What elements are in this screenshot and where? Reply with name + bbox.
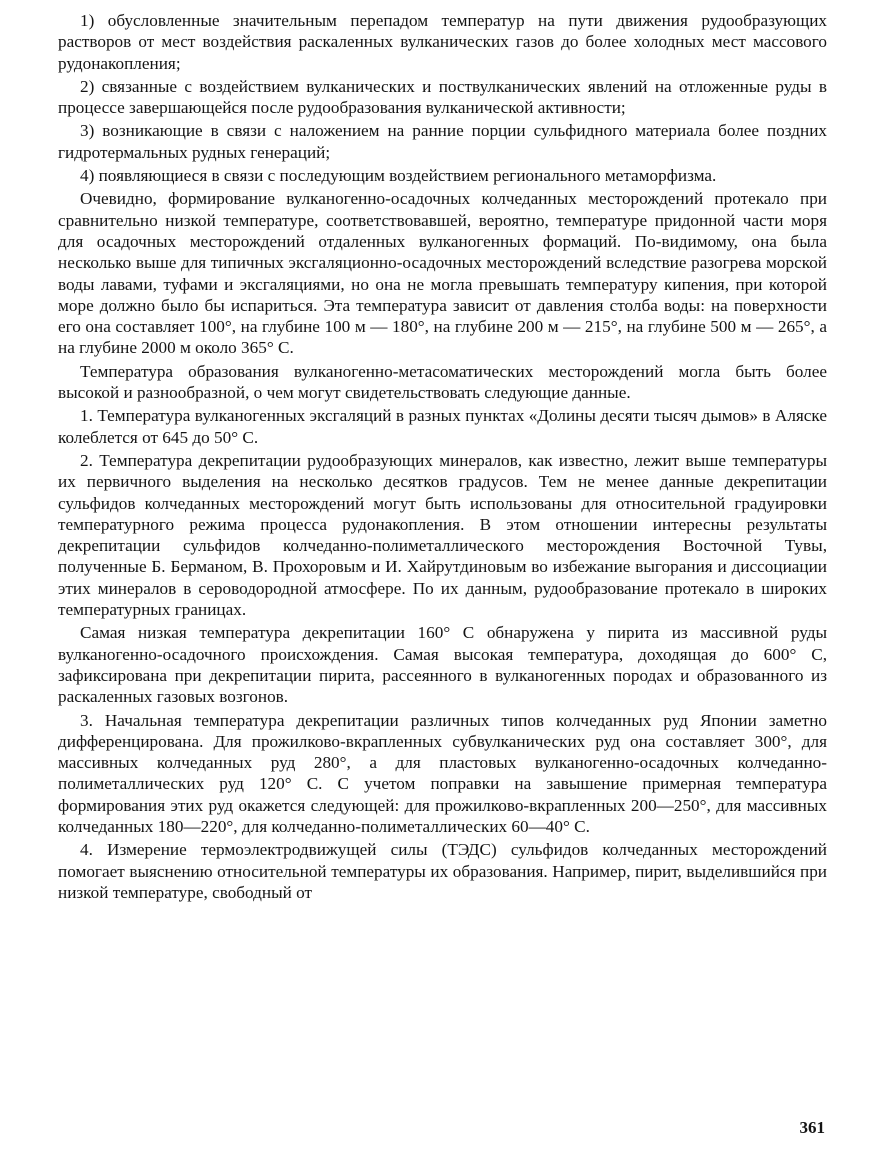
paragraph-metasomatic-temperature: Температура образования вулканогенно-метасоматических месторождений могла быть более высокой и разнообразной, о чем могут свидетельствовать следующие данные. [58, 361, 827, 403]
paragraph-item-4: 4) появляющиеся в связи с последующим воздействием регионального метаморфизма. [80, 166, 717, 186]
paragraph-data-1: 1. Температура вулканогенных эксгаляций в разных пунктах «Долины десяти тысяч дымов» в Аляске колеблется от 645 до 50° С. [58, 406, 827, 447]
paragraph-data-4: 4. Измерение термоэлектродвижущей силы (ТЭДС) сульфидов колчеданных месторождений помогает выяснению относительной температуры их образования. Например, пирит, выделившийся при низкой температуре, свободный от [58, 840, 827, 902]
paragraph-data-3: 3. Начальная температура декрепитации различных типов колчеданных руд Японии заметно дифференцирована. Для прожилково-вкрапленных субвулканических руд она составляет 300°, для массивных колчеданных руд 280°, а для пластовых вулканогенно-осадочных колчеданно-полиметаллических руд 120° С. С учетом поправки на завышение примерная температура формирования этих руд окажется следующей: для прожилково-вкрапленных 200—250°, для массивных колчеданных 180—220°, для колчеданно-полиметаллических 60—40° С. [58, 710, 827, 836]
paragraph-item-2: 2) связанные с воздействием вулканических и поствулканических явлений на отложенные руды в процессе завершающейся после рудообразования вулканической активности; [58, 76, 827, 118]
paragraph-item-1: 1) обусловленные значительным перепадом температур на пути движения рудообразующих растворов от мест воздействия раскаленных вулканических газов до более холодных мест массового рудонакопления; [58, 11, 827, 73]
page-number: 361 [799, 1118, 825, 1137]
paragraph-data-2: 2. Температура декрепитации рудообразующих минералов, как известно, лежит выше температуры их первичного выделения на несколько десятков градусов. Тем не менее данные декрепитации сульфидов колчеданных месторождений могут быть использованы для относительной градуировки температурного режима процесса рудонакопления. В этом отношении интересны результаты декрепитации сульфидов колчеданно-полиметаллического месторождения Восточной Тувы, полученные Б. Берманом, В. Прохоровым и И. Хайрутдиновым во избежание выгорания и диссоциации этих минералов в сероводородной атмосфере. По их данным, рудообразование протекало в широких температурных границах. [58, 450, 827, 620]
paragraph-decrepitation: Самая низкая температура декрепитации 160° С обнаружена у пирита из массивной руды вулканогенно-осадочного происхождения. Самая высокая температура, доходящая до 600° С, зафиксирована при декрепитации пирита, рассеянного в вулканогенных породах и образованного из раскаленных газовых возгонов. [58, 623, 827, 707]
paragraph-item-3: 3) возникающие в связи с наложением на ранние порции сульфидного материала более поздних гидротермальных рудных генераций; [58, 121, 827, 162]
paragraph-formation-temperature: Очевидно, формирование вулканогенно-осадочных колчеданных месторождений протекало при сравнительно низкой температуре, соответствовавшей, вероятно, температуре придонной части моря для осадочных месторождений отдаленных вулканогенных формаций. По-видимому, она была несколько выше для типичных эксгаляционно-осадочных месторождений вследствие разогрева морской воды лавами, туфами и эксгаляциями, но она не могла превышать температуру кипения, при которой море должно было бы испариться. Эта температура зависит от давления столба воды: на поверхности его она составляет 100°, на глубине 100 м — 180°, на глубине 200 м — 215°, на глубине 500 м — 265°, а на глубине 2000 м около 365° С. [58, 189, 827, 358]
